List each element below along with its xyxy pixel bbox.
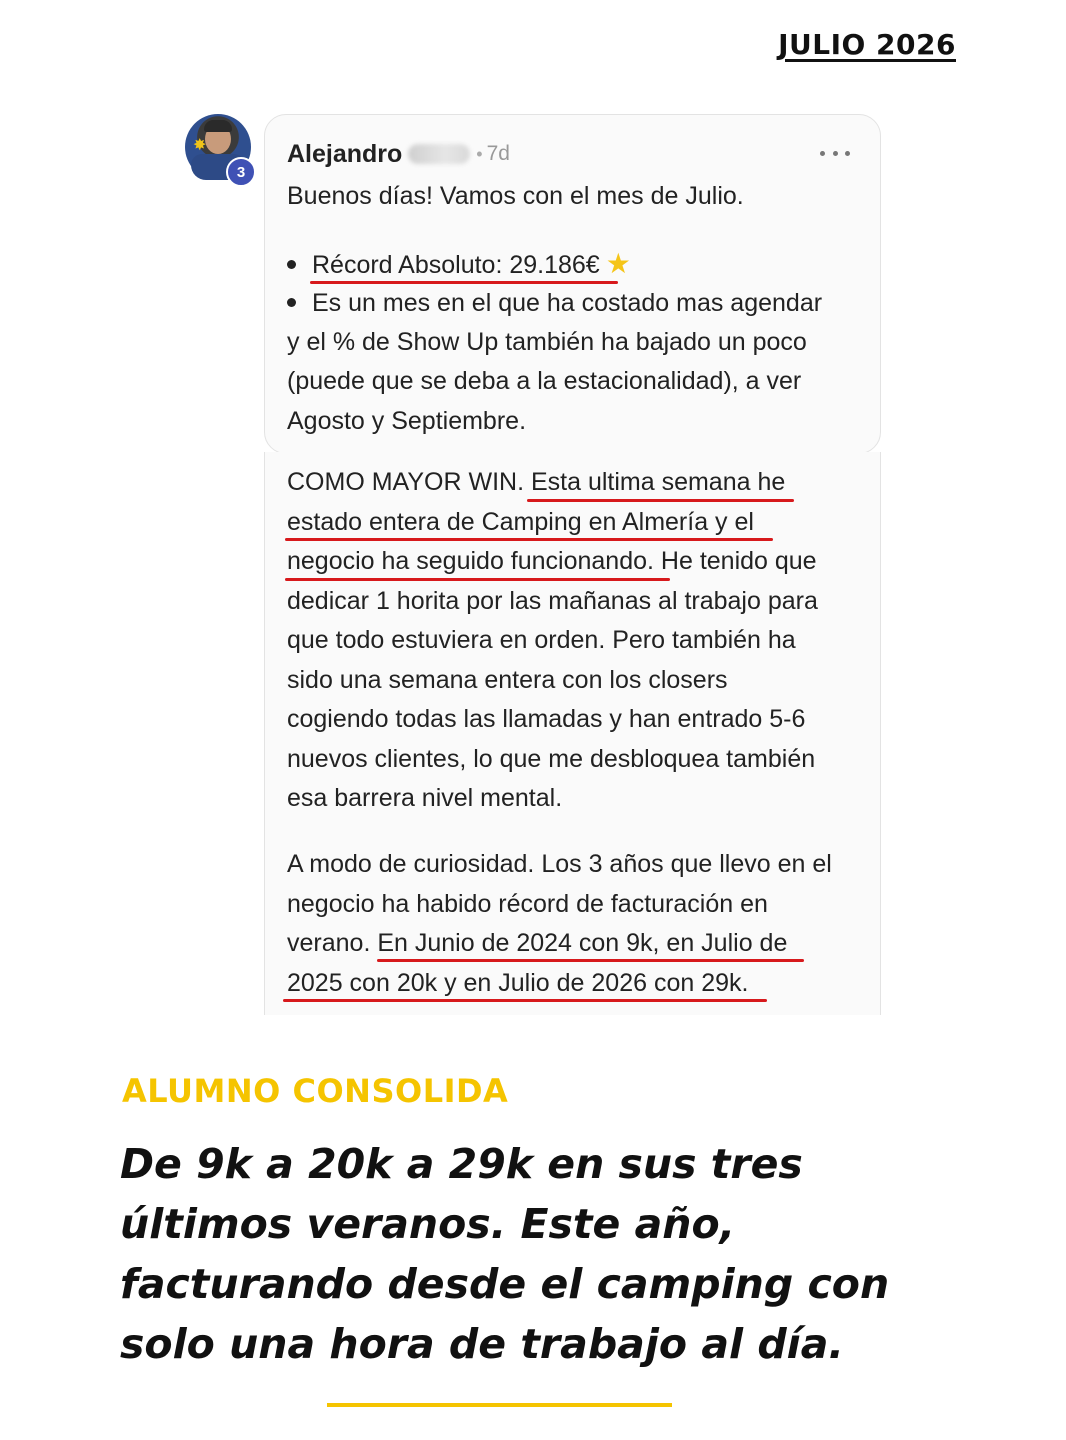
bullet-text-line: Es un mes en el que ha costado mas agendar <box>312 289 823 317</box>
headline-line: solo una hora de trabajo al día. <box>120 1320 844 1368</box>
date-header: JULIO 2026 <box>778 28 956 61</box>
headline-line: facturando desde el camping con <box>120 1260 890 1308</box>
paragraph-line: nuevos clientes, lo que me desbloquea también <box>287 745 816 773</box>
highlight-underline <box>310 281 618 284</box>
headline-line: De 9k a 20k a 29k en sus tres <box>120 1140 803 1188</box>
paragraph-line: esa barrera nivel mental. <box>287 784 563 812</box>
level-badge: 3 <box>226 157 256 187</box>
paragraph-line: negocio ha seguido funcionando. He tenido que <box>287 547 817 575</box>
bullet-item <box>287 284 822 324</box>
post-time: 7d <box>486 142 510 165</box>
bullet-text-line: y el % de Show Up también ha bajado un poco <box>287 328 807 356</box>
paragraph-line: dedicar 1 horita por las mañanas al trabajo para <box>287 587 818 615</box>
bullet-dot <box>287 298 296 307</box>
paragraph-line: negocio ha habido récord de facturación en <box>287 890 768 918</box>
highlight-underline <box>377 959 804 962</box>
highlight-underline <box>283 999 767 1002</box>
star-icon: ★ <box>605 248 631 279</box>
bullet-item <box>287 244 631 286</box>
record-text: Récord Absoluto: 29.186€ <box>312 251 600 279</box>
highlight-underline <box>285 538 773 541</box>
fade-divider <box>287 452 847 458</box>
bullet-text-line: Agosto y Septiembre. <box>287 407 527 435</box>
headline-line: últimos veranos. Este año, <box>120 1200 736 1248</box>
footer-divider <box>327 1403 672 1407</box>
redacted-surname <box>408 144 470 164</box>
paragraph-line: verano. En Junio de 2024 con 9k, en Julio de <box>287 929 788 957</box>
meta-separator: • <box>476 143 483 164</box>
paragraph-line: sido una semana entera con los closers <box>287 666 728 694</box>
highlight-underline <box>527 499 794 502</box>
bullet-text-line: (puede que se deba a la estacionalidad), a ver <box>287 367 802 395</box>
paragraph-line: estado entera de Camping en Almería y el <box>287 508 754 536</box>
caption-headline <box>120 1134 950 1374</box>
avatar-hair <box>204 120 232 132</box>
paragraph-line: 2025 con 20k y en Julio de 2026 con 29k. <box>287 969 749 997</box>
paragraph-line: cogiendo todas las llamadas y han entrado 5-6 <box>287 705 806 733</box>
paragraph-line: que todo estuviera en orden. Pero también ha <box>287 626 796 654</box>
paragraph-line: COMO MAYOR WIN. Esta ultima semana he <box>287 468 786 496</box>
author-name[interactable]: Alejandro <box>287 139 403 168</box>
more-options-icon[interactable] <box>820 138 850 168</box>
highlight-underline <box>285 578 670 581</box>
post-meta <box>287 136 510 172</box>
bullet-dot <box>287 260 296 269</box>
avatar-spark-icon: ✸ <box>193 137 207 154</box>
caption-subtitle: ALUMNO CONSOLIDA <box>122 1072 509 1110</box>
paragraph-line: A modo de curiosidad. Los 3 años que llevo en el <box>287 850 832 878</box>
post-greeting: Buenos días! Vamos con el mes de Julio. <box>287 182 744 210</box>
